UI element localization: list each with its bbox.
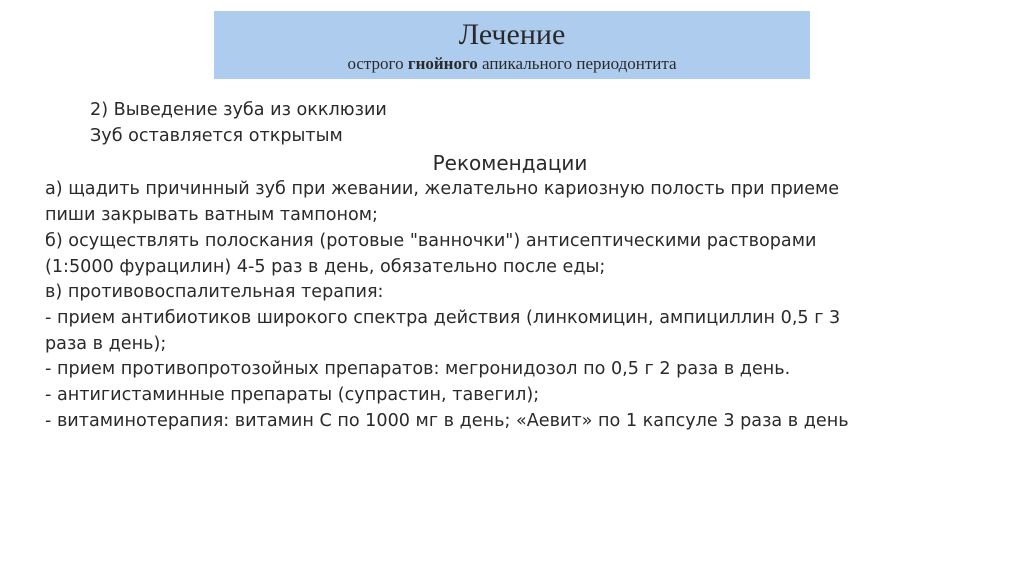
body-line: в) противовоспалительная терапия:: [45, 282, 384, 303]
title-box: [214, 11, 810, 79]
body-line: а) щадить причинный зуб при жевании, желательно кариозную полость при приеме: [45, 179, 840, 200]
recommendations-heading: Рекомендации: [432, 151, 588, 176]
subtitle-part-1: острого: [347, 54, 408, 73]
slide-subtitle: [214, 53, 810, 75]
body-line: пиши закрывать ватным тампоном;: [45, 205, 378, 226]
body-line: б) осуществлять полоскания (ротовые "ванночки") антисептическими растворами: [45, 230, 817, 251]
subtitle-part-2: апикального периодонтита: [477, 54, 677, 73]
body-line: - витаминотерапия: витамин С по 1000 мг в день; «Аевит» по 1 капсуле 3 раза в день: [45, 410, 849, 431]
step-line: Зуб оставляется открытым: [90, 125, 343, 146]
subtitle-bold-word: гнойного: [407, 54, 478, 73]
body-line: (1:5000 фурацилин) 4-5 раз в день, обязательно после еды;: [45, 256, 606, 277]
body-line: - антигистаминные препараты (супрастин, тавегил);: [45, 385, 540, 406]
slide-title: Лечение: [458, 18, 566, 51]
body-line: - прием антибиотиков широкого спектра действия (линкомицин, ампициллин 0,5 г 3: [45, 307, 841, 328]
body-line: - прием противопротозойных препаратов: мегронидозол по 0,5 г 2 раза в день.: [45, 359, 791, 380]
slide-body: [45, 98, 975, 434]
step-line: 2) Выведение зуба из окклюзии: [90, 100, 387, 120]
body-line: раза в день);: [45, 333, 167, 354]
